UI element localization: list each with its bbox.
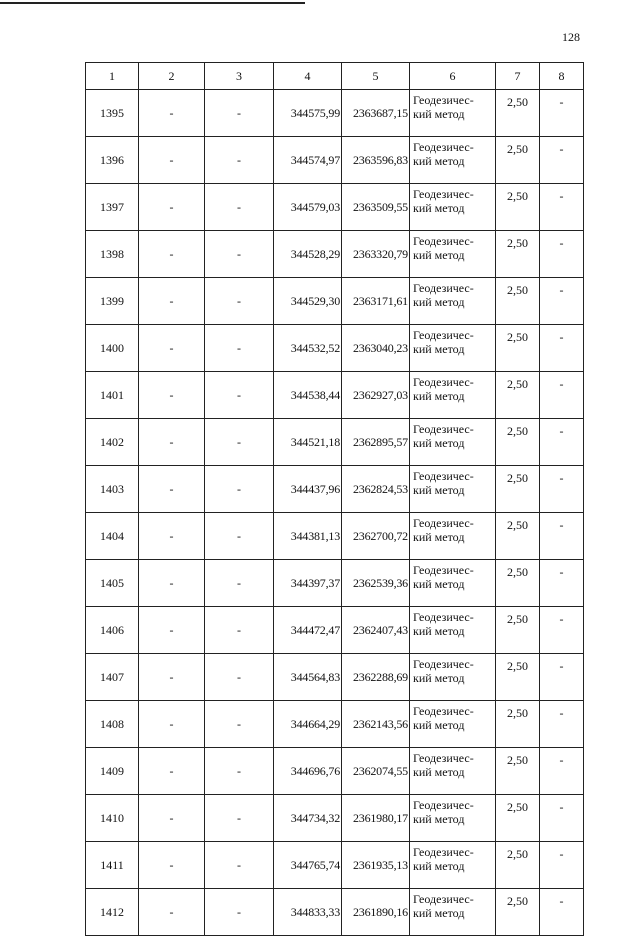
y-coordinate-cell: 2362407,43	[342, 607, 410, 654]
method-line-2: кий метод	[413, 295, 465, 309]
point-number-cell: 1404	[86, 513, 139, 560]
x-coordinate-cell: 344521,18	[274, 419, 342, 466]
accuracy-cell: 2,50	[496, 90, 540, 137]
accuracy-cell: 2,50	[496, 513, 540, 560]
column-3-cell: -	[205, 184, 274, 231]
column-2-cell: -	[139, 325, 205, 372]
point-number-cell: 1408	[86, 701, 139, 748]
column-2-cell: -	[139, 513, 205, 560]
method-cell	[410, 278, 496, 325]
column-2-cell: -	[139, 654, 205, 701]
method-line-2: кий метод	[413, 718, 465, 732]
table-row	[86, 278, 584, 325]
table-row	[86, 513, 584, 560]
table-row	[86, 748, 584, 795]
column-8-cell: -	[540, 231, 584, 278]
column-2-cell: -	[139, 90, 205, 137]
point-number-cell: 1411	[86, 842, 139, 889]
method-line-2: кий метод	[413, 483, 465, 497]
point-number-cell: 1399	[86, 278, 139, 325]
column-2-cell: -	[139, 184, 205, 231]
table-row	[86, 701, 584, 748]
point-number-cell: 1395	[86, 90, 139, 137]
column-8-cell: -	[540, 560, 584, 607]
method-line-2: кий метод	[413, 107, 465, 121]
column-8-cell: -	[540, 795, 584, 842]
column-header-1: 1	[86, 63, 139, 90]
column-2-cell: -	[139, 701, 205, 748]
column-8-cell: -	[540, 466, 584, 513]
accuracy-cell: 2,50	[496, 842, 540, 889]
accuracy-cell: 2,50	[496, 748, 540, 795]
method-line-1: Геодезичес-	[413, 751, 474, 765]
y-coordinate-cell: 2361935,13	[342, 842, 410, 889]
y-coordinate-cell: 2363171,61	[342, 278, 410, 325]
column-2-cell: -	[139, 231, 205, 278]
column-2-cell: -	[139, 748, 205, 795]
method-cell	[410, 607, 496, 654]
y-coordinate-cell: 2362824,53	[342, 466, 410, 513]
x-coordinate-cell: 344734,32	[274, 795, 342, 842]
x-coordinate-cell: 344381,13	[274, 513, 342, 560]
y-coordinate-cell: 2363596,83	[342, 137, 410, 184]
column-8-cell: -	[540, 889, 584, 936]
method-line-1: Геодезичес-	[413, 187, 474, 201]
point-number-cell: 1409	[86, 748, 139, 795]
method-line-1: Геодезичес-	[413, 845, 474, 859]
column-2-cell: -	[139, 607, 205, 654]
point-number-cell: 1400	[86, 325, 139, 372]
y-coordinate-cell: 2362288,69	[342, 654, 410, 701]
method-cell	[410, 560, 496, 607]
method-line-1: Геодезичес-	[413, 798, 474, 812]
method-cell	[410, 372, 496, 419]
point-number-cell: 1402	[86, 419, 139, 466]
point-number-cell: 1407	[86, 654, 139, 701]
column-3-cell: -	[205, 278, 274, 325]
method-cell	[410, 701, 496, 748]
column-3-cell: -	[205, 137, 274, 184]
x-coordinate-cell: 344538,44	[274, 372, 342, 419]
point-number-cell: 1396	[86, 137, 139, 184]
table-row	[86, 889, 584, 936]
point-number-cell: 1403	[86, 466, 139, 513]
table-row	[86, 372, 584, 419]
y-coordinate-cell: 2363687,15	[342, 90, 410, 137]
x-coordinate-cell: 344833,33	[274, 889, 342, 936]
x-coordinate-cell: 344564,83	[274, 654, 342, 701]
table-header-row	[86, 63, 584, 90]
column-3-cell: -	[205, 325, 274, 372]
method-line-2: кий метод	[413, 859, 465, 873]
table-row	[86, 184, 584, 231]
column-8-cell: -	[540, 654, 584, 701]
accuracy-cell: 2,50	[496, 184, 540, 231]
accuracy-cell: 2,50	[496, 419, 540, 466]
column-8-cell: -	[540, 842, 584, 889]
column-3-cell: -	[205, 90, 274, 137]
method-line-1: Геодезичес-	[413, 657, 474, 671]
method-line-2: кий метод	[413, 906, 465, 920]
y-coordinate-cell: 2363040,23	[342, 325, 410, 372]
column-2-cell: -	[139, 560, 205, 607]
method-cell	[410, 466, 496, 513]
y-coordinate-cell: 2361980,17	[342, 795, 410, 842]
x-coordinate-cell: 344574,97	[274, 137, 342, 184]
method-line-1: Геодезичес-	[413, 469, 474, 483]
x-coordinate-cell: 344664,29	[274, 701, 342, 748]
y-coordinate-cell: 2363320,79	[342, 231, 410, 278]
column-8-cell: -	[540, 372, 584, 419]
method-cell	[410, 748, 496, 795]
accuracy-cell: 2,50	[496, 466, 540, 513]
column-3-cell: -	[205, 560, 274, 607]
x-coordinate-cell: 344765,74	[274, 842, 342, 889]
column-3-cell: -	[205, 607, 274, 654]
column-8-cell: -	[540, 748, 584, 795]
method-line-1: Геодезичес-	[413, 704, 474, 718]
method-line-1: Геодезичес-	[413, 93, 474, 107]
column-8-cell: -	[540, 278, 584, 325]
coordinates-table	[85, 62, 584, 936]
accuracy-cell: 2,50	[496, 654, 540, 701]
accuracy-cell: 2,50	[496, 607, 540, 654]
accuracy-cell: 2,50	[496, 560, 540, 607]
column-header-3: 3	[205, 63, 274, 90]
accuracy-cell: 2,50	[496, 372, 540, 419]
column-header-4: 4	[274, 63, 342, 90]
method-line-2: кий метод	[413, 154, 465, 168]
accuracy-cell: 2,50	[496, 278, 540, 325]
method-cell	[410, 419, 496, 466]
x-coordinate-cell: 344532,52	[274, 325, 342, 372]
table-row	[86, 466, 584, 513]
y-coordinate-cell: 2362074,55	[342, 748, 410, 795]
method-line-2: кий метод	[413, 389, 465, 403]
table-row	[86, 560, 584, 607]
method-line-2: кий метод	[413, 765, 465, 779]
column-header-8: 8	[540, 63, 584, 90]
x-coordinate-cell: 344397,37	[274, 560, 342, 607]
x-coordinate-cell: 344696,76	[274, 748, 342, 795]
column-3-cell: -	[205, 795, 274, 842]
method-cell	[410, 842, 496, 889]
column-8-cell: -	[540, 419, 584, 466]
y-coordinate-cell: 2362927,03	[342, 372, 410, 419]
method-line-1: Геодезичес-	[413, 610, 474, 624]
accuracy-cell: 2,50	[496, 889, 540, 936]
method-line-2: кий метод	[413, 812, 465, 826]
column-header-6: 6	[410, 63, 496, 90]
point-number-cell: 1401	[86, 372, 139, 419]
method-line-1: Геодезичес-	[413, 375, 474, 389]
table-row	[86, 325, 584, 372]
column-3-cell: -	[205, 654, 274, 701]
x-coordinate-cell: 344472,47	[274, 607, 342, 654]
method-line-1: Геодезичес-	[413, 234, 474, 248]
point-number-cell: 1412	[86, 889, 139, 936]
column-3-cell: -	[205, 466, 274, 513]
x-coordinate-cell: 344528,29	[274, 231, 342, 278]
column-2-cell: -	[139, 372, 205, 419]
column-2-cell: -	[139, 795, 205, 842]
x-coordinate-cell: 344529,30	[274, 278, 342, 325]
method-line-1: Геодезичес-	[413, 328, 474, 342]
method-line-2: кий метод	[413, 342, 465, 356]
column-3-cell: -	[205, 419, 274, 466]
method-line-2: кий метод	[413, 577, 465, 591]
x-coordinate-cell: 344437,96	[274, 466, 342, 513]
method-line-2: кий метод	[413, 201, 465, 215]
column-8-cell: -	[540, 137, 584, 184]
accuracy-cell: 2,50	[496, 231, 540, 278]
y-coordinate-cell: 2362895,57	[342, 419, 410, 466]
table-row	[86, 231, 584, 278]
method-line-1: Геодезичес-	[413, 422, 474, 436]
column-8-cell: -	[540, 184, 584, 231]
table-row	[86, 137, 584, 184]
y-coordinate-cell: 2362700,72	[342, 513, 410, 560]
column-2-cell: -	[139, 137, 205, 184]
method-line-1: Геодезичес-	[413, 516, 474, 530]
column-8-cell: -	[540, 90, 584, 137]
page-number: 128	[562, 30, 580, 44]
x-coordinate-cell: 344579,03	[274, 184, 342, 231]
column-8-cell: -	[540, 607, 584, 654]
column-8-cell: -	[540, 325, 584, 372]
column-header-7: 7	[496, 63, 540, 90]
table-row	[86, 842, 584, 889]
accuracy-cell: 2,50	[496, 701, 540, 748]
x-coordinate-cell: 344575,99	[274, 90, 342, 137]
y-coordinate-cell: 2362143,56	[342, 701, 410, 748]
column-3-cell: -	[205, 701, 274, 748]
method-cell	[410, 184, 496, 231]
column-2-cell: -	[139, 466, 205, 513]
table-row	[86, 654, 584, 701]
method-cell	[410, 137, 496, 184]
column-3-cell: -	[205, 231, 274, 278]
point-number-cell: 1398	[86, 231, 139, 278]
method-cell	[410, 90, 496, 137]
method-line-2: кий метод	[413, 530, 465, 544]
column-2-cell: -	[139, 278, 205, 325]
point-number-cell: 1405	[86, 560, 139, 607]
column-8-cell: -	[540, 701, 584, 748]
method-line-1: Геодезичес-	[413, 281, 474, 295]
method-cell	[410, 654, 496, 701]
accuracy-cell: 2,50	[496, 795, 540, 842]
column-3-cell: -	[205, 889, 274, 936]
column-2-cell: -	[139, 889, 205, 936]
point-number-cell: 1410	[86, 795, 139, 842]
table-row	[86, 607, 584, 654]
table-row	[86, 90, 584, 137]
accuracy-cell: 2,50	[496, 137, 540, 184]
column-header-5: 5	[342, 63, 410, 90]
method-cell	[410, 889, 496, 936]
accuracy-cell: 2,50	[496, 325, 540, 372]
column-2-cell: -	[139, 842, 205, 889]
column-2-cell: -	[139, 419, 205, 466]
point-number-cell: 1406	[86, 607, 139, 654]
method-cell	[410, 795, 496, 842]
method-line-2: кий метод	[413, 671, 465, 685]
method-cell	[410, 325, 496, 372]
y-coordinate-cell: 2363509,55	[342, 184, 410, 231]
column-3-cell: -	[205, 513, 274, 560]
table-row	[86, 419, 584, 466]
method-line-1: Геодезичес-	[413, 892, 474, 906]
method-line-1: Геодезичес-	[413, 140, 474, 154]
y-coordinate-cell: 2362539,36	[342, 560, 410, 607]
method-line-2: кий метод	[413, 248, 465, 262]
point-number-cell: 1397	[86, 184, 139, 231]
top-rule	[0, 2, 305, 4]
y-coordinate-cell: 2361890,16	[342, 889, 410, 936]
table-row	[86, 795, 584, 842]
method-line-2: кий метод	[413, 436, 465, 450]
column-3-cell: -	[205, 748, 274, 795]
method-line-1: Геодезичес-	[413, 563, 474, 577]
column-3-cell: -	[205, 842, 274, 889]
method-cell	[410, 231, 496, 278]
column-header-2: 2	[139, 63, 205, 90]
column-3-cell: -	[205, 372, 274, 419]
column-8-cell: -	[540, 513, 584, 560]
method-cell	[410, 513, 496, 560]
method-line-2: кий метод	[413, 624, 465, 638]
